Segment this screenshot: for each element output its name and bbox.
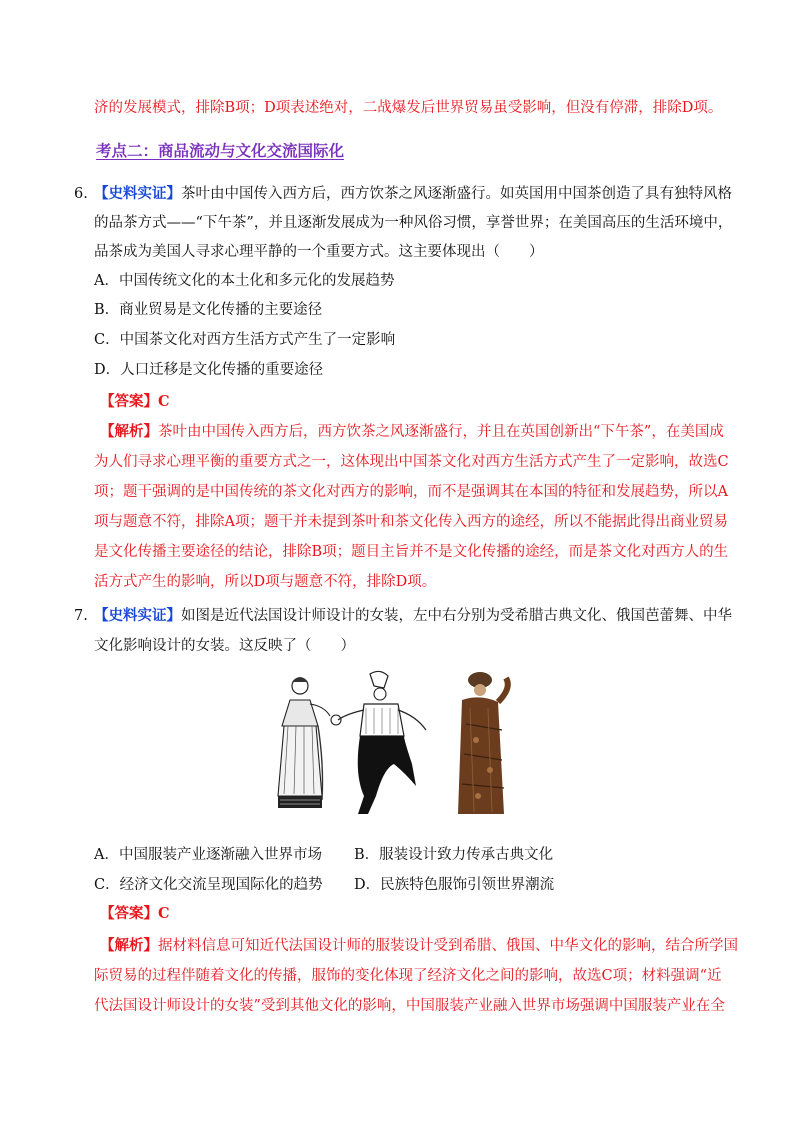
q6-analysis-line-5: 是文化传播主要途径的结论，排除B项；题目主旨并不是文化传播的途经，而是茶文化对西方人的生 <box>94 544 729 560</box>
q6-analysis-line-6: 活方式产生的影响，所以D项与题意不符，排除D项。 <box>94 574 437 590</box>
q7-option-b: B．服装设计致力传承古典文化 <box>354 847 554 863</box>
section-heading: 考点二：商品流动与文化交流国际化 <box>96 142 345 160</box>
fashion-illustration-figure <box>266 664 534 822</box>
q6-stem-line-3: 品茶成为美国人寻求心理平静的一个重要方式。这主要体现出（ ） <box>94 244 544 260</box>
q6-option-c: C．中国茶文化对西方生活方式产生了一定影响 <box>94 332 396 348</box>
q7-analysis-line-1: 【解析】据材料信息可知近代法国设计师的服装设计受到希腊、俄国、中华文化的影响，结合所学国 <box>100 937 738 954</box>
q7-analysis-line-3: 代法国设计师设计的女装”受到其他文化的影响，中国服装产业融入世界市场强调中国服装产业在全 <box>94 998 725 1014</box>
q7-analysis-line-2: 际贸易的过程伴随着文化的传播，服饰的变化体现了经济文化之间的影响，故选C项；材料强调“近 <box>94 968 722 984</box>
q6-option-d: D．人口迁移是文化传播的重要途径 <box>94 362 324 378</box>
q6-analysis-line-4: 项与题意不符，排除A项；题干并未提到茶叶和茶文化传入西方的途经，所以不能据此得出商业贸易 <box>94 514 728 530</box>
q6-analysis-line-3: 项；题干强调的是中国传统的茶文化对西方的影响，而不是强调其在本国的特征和发展趋势，所以A <box>94 484 728 500</box>
q7-option-a: A．中国服装产业逐渐融入世界市场 <box>94 847 322 863</box>
q6-option-b: B．商业贸易是文化传播的主要途径 <box>94 302 323 318</box>
q6-stem-line-2: 的品茶方式——“下午茶”，并且逐渐发展成为一种风俗习惯，享誉世界；在美国高压的生活环境中， <box>94 215 733 231</box>
q7-answer: 【答案】C <box>100 905 170 922</box>
ballet-style-dress-figure <box>331 671 426 814</box>
q6-option-a: A．中国传统文化的本土化和多元化的发展趋势 <box>94 273 395 289</box>
q6-analysis-line-2: 为人们寻求心理平衡的重要方式之一，这体现出中国茶文化对西方生活方式产生了一定影响，故选C <box>94 454 729 470</box>
q7-option-d: D．民族特色服饰引领世界潮流 <box>354 877 555 893</box>
prev-analysis-tail: 济的发展模式，排除B项；D项表述绝对，二战爆发后世界贸易虽受影响，但没有停滞，排除D项。 <box>94 100 723 116</box>
q6-tag: 【史料实证】 <box>94 185 181 202</box>
q7-option-c: C．经济文化交流呈现国际化的趋势 <box>94 877 323 893</box>
q6-number: 6. <box>74 186 88 202</box>
q6-stem-line-1: 【史料实证】茶叶由中国传入西方后，西方饮茶之风逐渐盛行。如英国用中国茶创造了具有独特风格 <box>94 185 732 202</box>
q7-stem-line-1: 【史料实证】如图是近代法国设计师设计的女装，左中右分别为受希腊古典文化、俄国芭蕾舞、中华 <box>94 607 732 624</box>
chinese-style-dress-figure <box>458 672 508 814</box>
q7-number: 7. <box>74 608 88 624</box>
q7-stem-line-2: 文化影响设计的女装。这反映了（ ） <box>94 638 355 654</box>
q6-answer: 【答案】C <box>100 393 170 410</box>
q7-tag: 【史料实证】 <box>94 607 181 624</box>
q6-analysis-line-1: 【解析】茶叶由中国传入西方后，西方饮茶之风逐渐盛行，并且在英国创新出“下午茶”，在美国成 <box>100 423 724 440</box>
greek-style-dress-figure <box>278 677 330 808</box>
